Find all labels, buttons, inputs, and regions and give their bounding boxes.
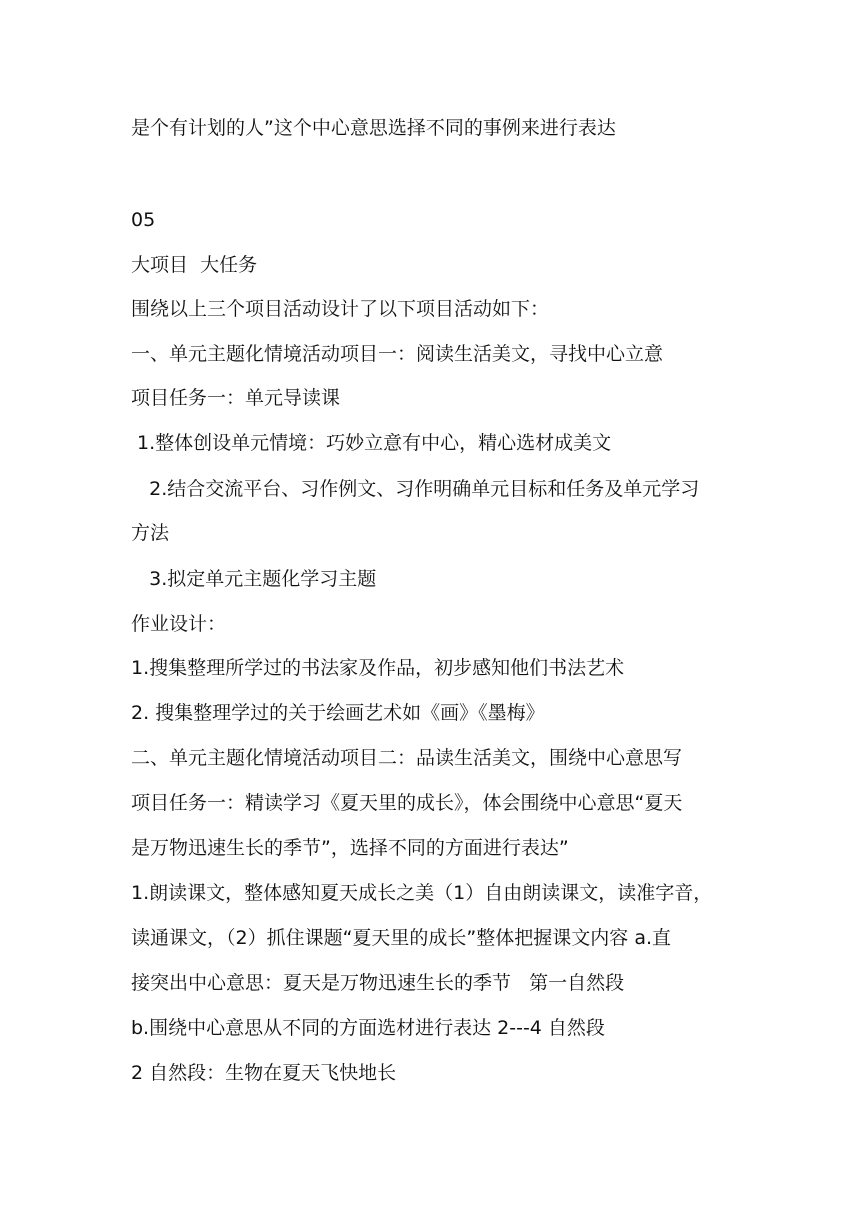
list-item-2-continued: 方法 [131,522,170,544]
project-one-task-heading: 项目任务一：单元导读课 [131,387,341,409]
project-two-heading: 二、单元主题化情境活动项目二：品读生活美文，围绕中心意思写 [131,747,683,769]
section-number: 05 [131,209,156,231]
step-1-line-4: b.围绕中心意思从不同的方面选材进行表达 2---4 自然段 [131,1017,605,1039]
list-item-2: 2.结合交流平台、习作例文、习作明确单元目标和任务及单元学习 [131,478,700,500]
project-two-task-continued: 是万物迅速生长的季节”，选择不同的方面进行表达” [131,837,569,859]
text-line-1: 是个有计划的人”这个中心意思选择不同的事例来进行表达 [131,117,616,139]
project-one-heading: 一、单元主题化情境活动项目一：阅读生活美文，寻找中心立意 [131,343,664,365]
paragraph-2-note: 2 自然段：生物在夏天飞快地长 [131,1062,397,1084]
text-line-intro: 围绕以上三个项目活动设计了以下项目活动如下： [131,298,550,320]
step-1-line-3: 接突出中心意思：夏天是万物迅速生长的季节 第一自然段 [131,972,625,994]
list-item-1: 1.整体创设单元情境：巧妙立意有中心，精心选材成美文 [131,432,612,454]
list-item-3: 3.拟定单元主题化学习主题 [131,568,377,590]
section-heading: 大项目 大任务 [131,254,258,276]
step-1-line-1: 1.朗读课文，整体感知夏天成长之美（1）自由朗读课文，读准字音， [131,882,713,904]
homework-heading: 作业设计： [131,613,227,635]
homework-item-2: 2. 搜集整理学过的关于绘画艺术如《画》《墨梅》 [131,702,545,724]
step-1-line-2: 读通课文，（2）抓住课题“夏天里的成长”整体把握课文内容 a.直 [131,927,671,949]
project-two-task-heading: 项目任务一：精读学习《夏天里的成长》，体会围绕中心意思“夏天 [131,792,683,814]
homework-item-1: 1.搜集整理所学过的书法家及作品，初步感知他们书法艺术 [131,657,625,679]
